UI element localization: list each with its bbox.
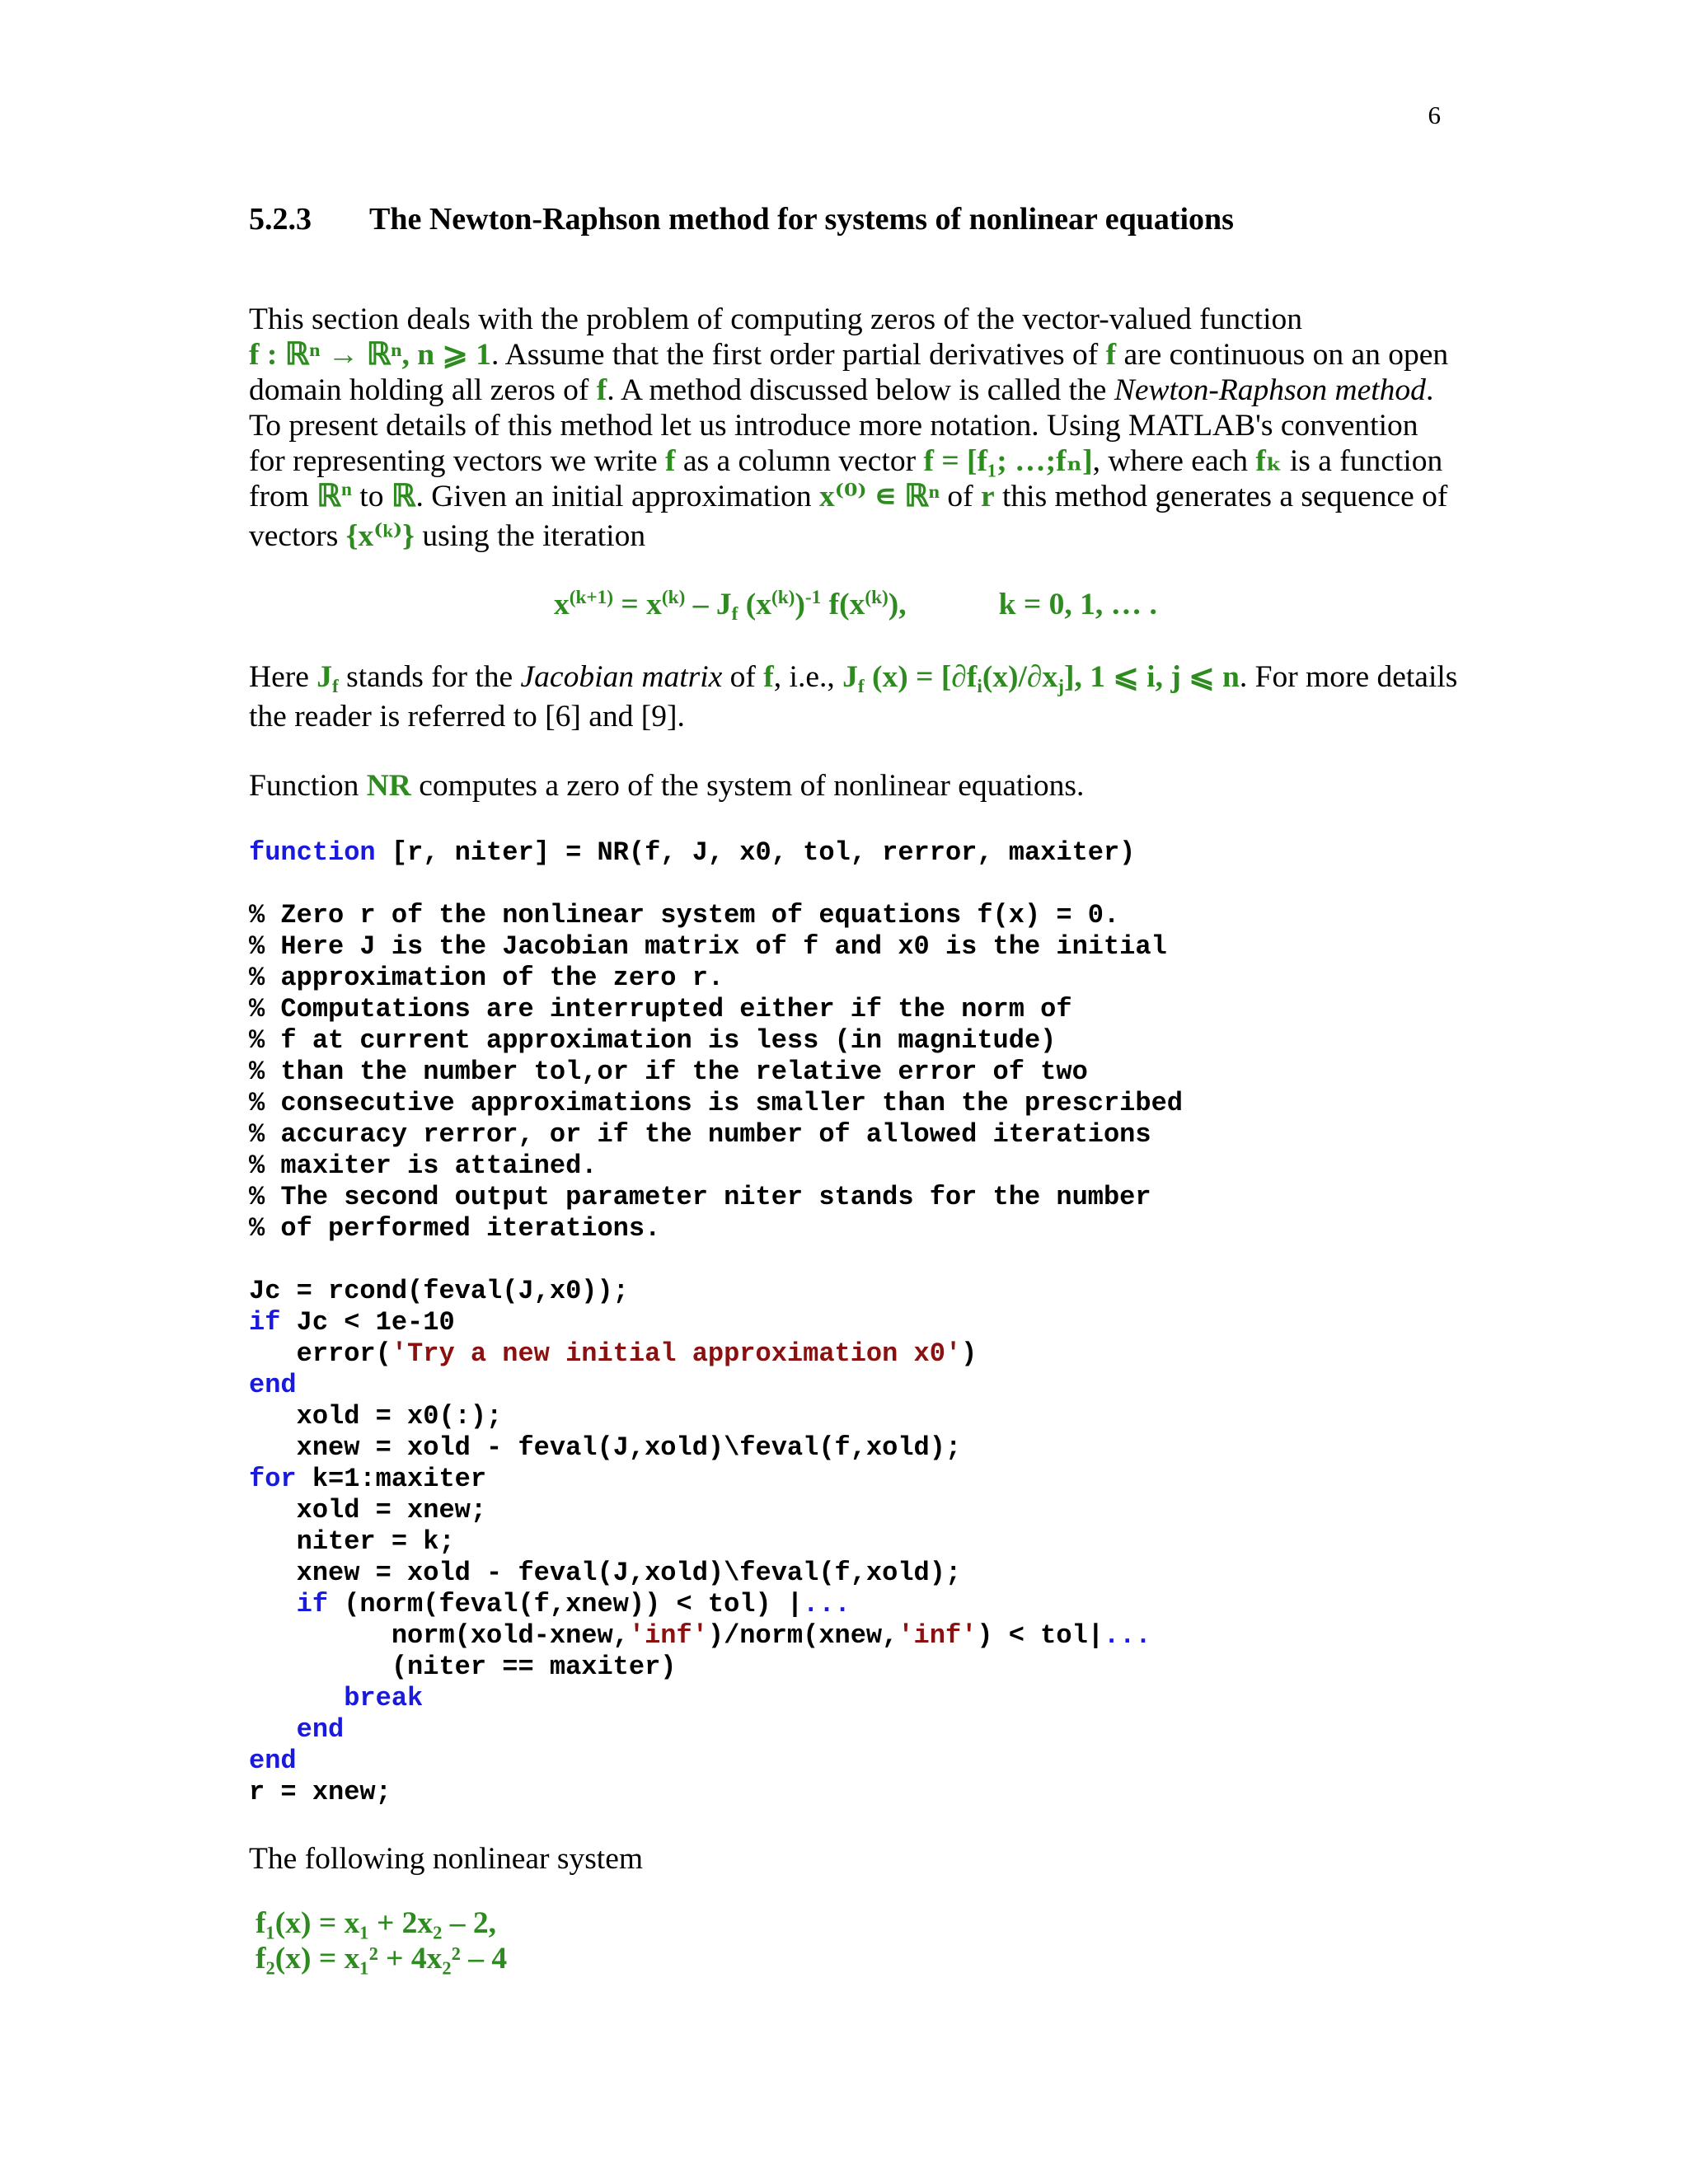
intro-text: domain holding all zeros of (249, 373, 597, 407)
symbol-f: f (763, 660, 774, 694)
code-text: ) (961, 1338, 978, 1369)
intro-text: from (249, 480, 317, 513)
vector-sequence: {x⁽ᵏ⁾} (345, 519, 415, 553)
code-line: xnew = xold - feval(J,xold)\feval(f,xold); (249, 1558, 962, 1588)
keyword: if (296, 1589, 329, 1619)
symbol-f: f (665, 444, 676, 478)
code-indent (249, 1714, 297, 1745)
jacobian-line-1 (249, 659, 1458, 699)
jacobian-text: stands for the (338, 660, 521, 694)
keyword: if (249, 1307, 281, 1338)
iteration-formula (554, 587, 1157, 625)
nonlinear-system (256, 1905, 507, 1976)
symbol-Rn: ℝ$^n$ (316, 479, 352, 513)
intro-line-2 (249, 337, 1452, 373)
code-line: xnew = xold - feval(J,xold)\feval(f,xold); (249, 1432, 962, 1463)
code-line: Jc = rcond(feval(J,x0)); (249, 1276, 629, 1306)
system-equation-2: f₂(x) = x₁² + 4x₂² – 4 (256, 1942, 508, 1975)
intro-line-5 (249, 443, 1452, 479)
section-heading (249, 201, 1234, 237)
following-text: The following nonlinear system (249, 1842, 644, 1876)
intro-text: using the iteration (414, 519, 646, 553)
function-intro-text: computes a zero of the system of nonlinear equations. (410, 769, 1085, 803)
code-comment-line: % approximation of the zero r. (249, 963, 724, 993)
intro-text: this method generates a sequence of (994, 480, 1448, 513)
code-string: 'inf' (628, 1620, 708, 1651)
symbol-f: f (1105, 338, 1117, 372)
code-signature (249, 837, 1135, 869)
intro-text: . Given an initial approximation (415, 480, 820, 513)
line-continuation: ... (1103, 1620, 1151, 1651)
jacobian-definition: $J_f$ $(x) = [\partial f_i(x)/\partial x_j]$, 1 ⩽ i, j ⩽ n (842, 660, 1240, 697)
symbol-r: r (980, 480, 995, 513)
intro-line-3 (249, 373, 1452, 408)
code-string: 'inf' (898, 1620, 978, 1651)
code-line: (norm(feval(f,xnew)) < tol) | (328, 1589, 804, 1619)
code-text: error( (249, 1338, 392, 1369)
jacobian-text: of (722, 660, 764, 694)
section-number: 5.2.3 (249, 202, 312, 237)
code-text: ) < tol| (977, 1620, 1104, 1651)
iteration-expression: $x^{(k+1)} = x^{(k)} - J_f$ $(x^{(k)})^{-1}$ $f(x^{(k)})$, (554, 587, 907, 625)
code-text: norm(xold-xnew, (249, 1620, 629, 1651)
code-comment-line: % Computations are interrupted either if the norm of (249, 994, 1072, 1024)
system-equation-1: f₁(x) = x₁ + 2x₂ – 2, (256, 1906, 497, 1940)
code-body (249, 1276, 1151, 1808)
intro-text: vectors (249, 519, 346, 553)
code-line: (niter == maxiter) (249, 1652, 677, 1682)
symbol-Jf: $J_f$ (316, 660, 339, 697)
code-comment-line: % f at current approximation is less (in magnitude) (249, 1025, 1057, 1056)
keyword: end (249, 1746, 297, 1776)
code-string: 'Try a new initial approximation x0' (391, 1338, 962, 1369)
symbol-R: ℝ (391, 480, 416, 513)
keyword: end (249, 1370, 297, 1400)
code-comment-line: % accuracy rerror, or if the number of allowed iterations (249, 1119, 1151, 1150)
intro-text: of (939, 480, 981, 513)
jacobian-line-2: the reader is referred to [6] and [9]. (249, 700, 685, 733)
code-comment-line: % of performed iterations. (249, 1213, 661, 1244)
keyword: break (344, 1683, 424, 1713)
intro-line-6 (249, 479, 1452, 518)
section-title: The Newton-Raphson method for systems of nonlinear equations (369, 202, 1234, 237)
code-comment-line: % The second output parameter niter stands for the number (249, 1182, 1151, 1212)
line-continuation: ... (803, 1589, 851, 1619)
jacobian-paragraph (249, 659, 1458, 734)
keyword: function (249, 837, 376, 868)
intro-text: as a column vector (675, 444, 924, 478)
function-intro (249, 768, 1452, 804)
code-indent (249, 1589, 297, 1619)
code-line: Jc < 1e-10 (280, 1307, 455, 1338)
code-line: k=1:maxiter (296, 1464, 487, 1494)
code-comment-line: % than the number tol,or if the relative error of two (249, 1057, 1088, 1087)
keyword: end (296, 1714, 345, 1745)
code-comments (249, 900, 1183, 1244)
code-text: [r, niter] = NR(f, J, x0, tol, rerror, maxiter) (375, 837, 1136, 868)
function-name: NR (366, 769, 411, 803)
code-comment-line: % Here J is the Jacobian matrix of f and x0 is the initial (249, 931, 1167, 962)
intro-text: . A method discussed below is called the (607, 373, 1114, 407)
jacobian-term: Jacobian matrix (520, 660, 723, 694)
jacobian-text: Here (249, 660, 317, 694)
intro-paragraph (249, 302, 1452, 554)
initial-approximation: x⁽⁰⁾ ∊ ℝⁿ (819, 480, 940, 513)
intro-line-7 (249, 518, 1452, 554)
jacobian-text: . For more details (1239, 660, 1458, 694)
code-comment-line: % maxiter is attained. (249, 1151, 598, 1181)
code-line: r = xnew; (249, 1777, 392, 1807)
function-intro-text: Function (249, 769, 367, 803)
intro-text: to (351, 480, 392, 513)
column-vector: f = [f₁; …;fₙ] (923, 444, 1093, 478)
page-number: 6 (1428, 101, 1441, 129)
symbol-f: f (596, 373, 607, 407)
code-comment-line: % Zero r of the nonlinear system of equations f(x) = 0. (249, 900, 1120, 930)
function-mapping: f : ℝⁿ → ℝⁿ, n ⩾ 1 (249, 338, 491, 372)
intro-text: for representing vectors we write (249, 444, 666, 478)
intro-line-4: To present details of this method let us introduce more notation. Using MATLAB's convention (249, 409, 1418, 443)
intro-text: is a function (1282, 444, 1443, 478)
iteration-k-range: k = 0, 1, … . (998, 588, 1157, 621)
jacobian-text: , i.e., (773, 660, 843, 694)
code-text: )/norm(xnew, (707, 1620, 898, 1651)
keyword: for (249, 1464, 297, 1494)
intro-text: , where each (1092, 444, 1256, 478)
code-indent (249, 1683, 344, 1713)
code-line: niter = k; (249, 1526, 455, 1557)
intro-text: . Assume that the first order partial derivatives of (490, 338, 1106, 372)
code-comment-line: % consecutive approximations is smaller than the prescribed (249, 1088, 1183, 1118)
intro-line-1: This section deals with the problem of computing zeros of the vector-valued function (249, 302, 1303, 336)
method-name: Newton-Raphson method (1114, 373, 1426, 407)
intro-text: . (1425, 373, 1434, 407)
intro-text: are continuous on an open (1116, 338, 1449, 372)
code-line: xold = xnew; (249, 1495, 487, 1526)
code-line: xold = x0(:); (249, 1401, 503, 1432)
symbol-fk: fₖ (1255, 444, 1282, 478)
